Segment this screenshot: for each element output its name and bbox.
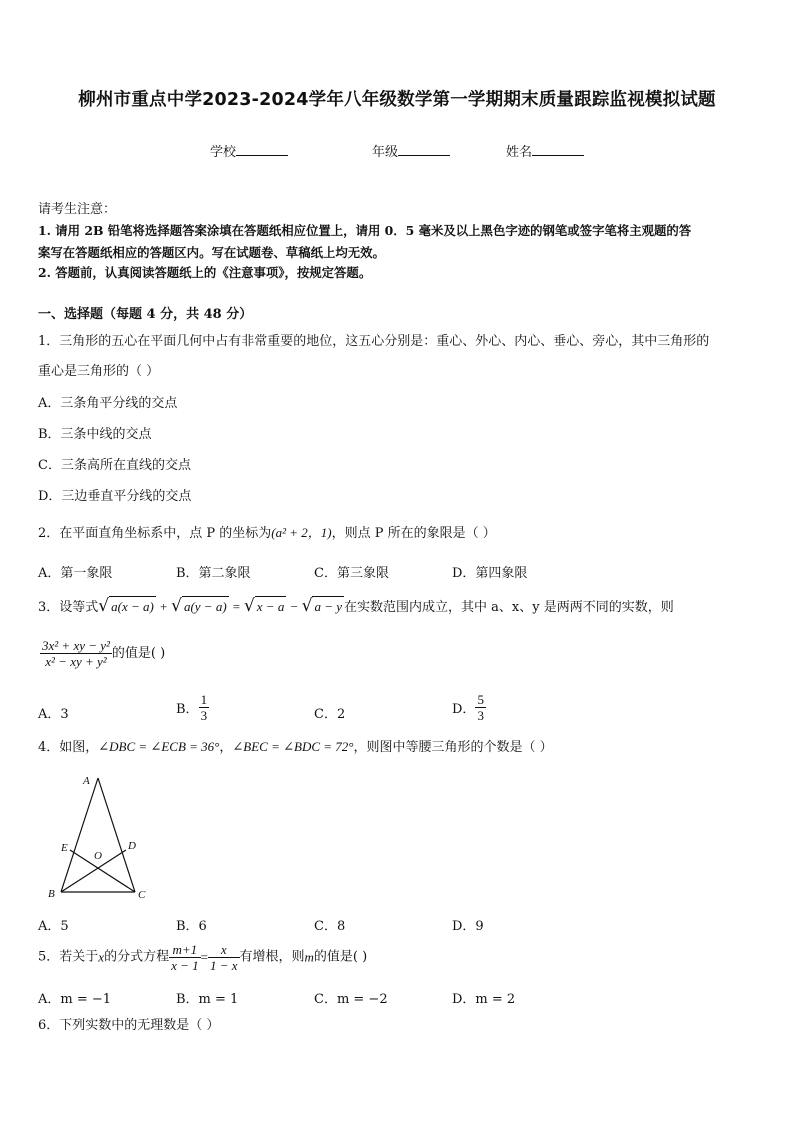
q4-pre: 4．如图， <box>38 740 99 755</box>
name-field <box>506 141 584 160</box>
q6-stem: 6．下列实数中的无理数是（ ） <box>38 1018 220 1033</box>
q4-option-b: B．6 <box>176 919 207 934</box>
side-ab <box>61 778 98 892</box>
q1-option-d: D．三边垂直平分线的交点 <box>38 489 192 504</box>
sqrt-sign-2: √ <box>171 596 182 616</box>
q4-post: ，则图中等腰三角形的个数是（ ） <box>353 740 553 755</box>
q4-stem <box>38 737 553 758</box>
grade-blank <box>398 142 450 156</box>
q4-option-d: D．9 <box>452 919 484 934</box>
q3-option-b-den: 3 <box>200 708 208 723</box>
q4-comma: ， <box>219 740 233 755</box>
q3-expression <box>40 638 165 669</box>
q5-mid: 的分式方程 <box>104 949 170 965</box>
q5-equals: = <box>200 949 208 965</box>
q3-fraction <box>40 638 112 669</box>
q3-radical-4: a − y <box>312 596 344 617</box>
q3-radical-3: x − a <box>255 596 287 617</box>
q2-option-c: C．第三象限 <box>314 566 389 581</box>
q5-f1-den: x − 1 <box>171 958 199 973</box>
q5-pre: 5．若关于 <box>38 949 99 965</box>
q3-frac-denominator: x² − xy + y² <box>45 654 107 669</box>
q3-radical-1: a(x − a) <box>109 596 156 617</box>
q5-option-b: B．m = 1 <box>176 992 239 1007</box>
sqrt-sign-4: √ <box>301 596 313 616</box>
q4-option-c: C．8 <box>314 919 346 934</box>
q3-option-b <box>176 692 209 723</box>
notice-heading: 请考生注意： <box>38 202 117 217</box>
q3-frac-numerator: 3x² + xy − y² <box>42 638 110 653</box>
school-blank <box>236 142 288 156</box>
q3-equals: = <box>228 599 244 614</box>
sqrt-sign-3: √ <box>243 596 255 616</box>
segment-ce <box>70 850 135 892</box>
label-a: A <box>83 775 90 787</box>
q2-pre: 2．在平面直角坐标系中，点 P 的坐标为 <box>38 526 272 541</box>
q3-option-d-frac <box>475 692 486 723</box>
q4-option-a: A．5 <box>38 919 69 934</box>
label-o: O <box>94 850 102 862</box>
q3-option-d-label: D． <box>452 702 476 717</box>
q2-option-a: A．第一象限 <box>38 566 113 581</box>
q5-option-a: A．m = −1 <box>38 992 112 1007</box>
q3-post: 在实数范围内成立，其中 a、x、y 是两两不同的实数，则 <box>344 600 674 615</box>
q3-plus: + <box>155 599 172 614</box>
side-ac <box>98 778 135 892</box>
q2-post: ，则点 P 所在的象限是（ ） <box>331 526 496 541</box>
q5-var-m: m <box>304 949 314 965</box>
q5-fraction-2 <box>208 942 240 973</box>
q3-stem <box>38 596 674 618</box>
q5-post: 有增根，则 <box>239 949 305 965</box>
q3-minus: − <box>286 599 302 614</box>
q3-tail: 的值是( ) <box>111 646 166 661</box>
q1-stem-a: 1．三角形的五心在平面几何中占有非常重要的地位，这五心分别是：重心、外心、内心、垂心、旁心，其中三角形的 <box>38 334 710 349</box>
q5-fraction-1 <box>169 942 201 973</box>
triangle-figure <box>40 770 170 905</box>
label-c: C <box>138 889 146 901</box>
page-title: 柳州市重点中学2023-2024学年八年级数学第一学期期末质量跟踪监视模拟试题 <box>78 90 716 110</box>
notice-item-2: 2. 答题前，认真阅读答题纸上的《注意事项》，按规定答题。 <box>38 265 372 280</box>
q5-option-c: C．m = −2 <box>314 992 388 1007</box>
q5-stem <box>38 942 367 973</box>
q2-option-b: B．第二象限 <box>176 566 251 581</box>
grade-label: 年级 <box>372 145 399 160</box>
q1-stem-b: 重心是三角形的（ ） <box>38 364 160 379</box>
q3-option-a: A．3 <box>38 707 69 722</box>
name-blank <box>532 142 584 156</box>
school-field <box>210 141 288 160</box>
q2-option-d: D．第四象限 <box>452 566 528 581</box>
q1-option-a: A．三条角平分线的交点 <box>38 396 178 411</box>
section-heading: 一、选择题（每题 4 分，共 48 分） <box>38 307 253 322</box>
notice-item-1b: 案写在答题纸相应的答题区内。写在试题卷、草稿纸上均无效。 <box>38 245 385 260</box>
q3-option-d <box>452 692 486 723</box>
label-d: D <box>128 840 136 852</box>
q2-coord: (a² + 2，1) <box>271 525 332 540</box>
q5-f1-num: m+1 <box>169 942 201 958</box>
q3-option-d-den: 3 <box>477 708 484 723</box>
q3-option-b-frac <box>199 692 210 723</box>
q5-f2-num: x <box>208 942 240 958</box>
q3-option-b-num: 1 <box>200 692 208 707</box>
q1-option-b: B．三条中线的交点 <box>38 427 152 442</box>
q3-option-c: C．2 <box>314 707 346 722</box>
q3-radical-2: a(y − a) <box>182 596 229 617</box>
q3-pre: 3．设等式 <box>38 600 99 615</box>
q2-stem <box>38 523 496 544</box>
notice-item-1a: 1. 请用 2B 铅笔将选择题答案涂填在答题纸相应位置上，请用 0．5 毫米及以上黑色字迹的钢笔或签字笔将主观题的答 <box>38 223 692 238</box>
q5-option-d: D．m = 2 <box>452 992 516 1007</box>
grade-field <box>372 141 450 160</box>
sqrt-sign-1: √ <box>98 596 110 616</box>
q1-option-c: C．三条高所在直线的交点 <box>38 458 191 473</box>
label-e: E <box>61 842 68 854</box>
q4-eq2: ∠BEC = ∠BDC = 72° <box>232 739 354 754</box>
school-label: 学校 <box>210 145 237 160</box>
q5-f2-den: 1 − x <box>209 958 238 973</box>
name-label: 姓名 <box>506 145 533 160</box>
q3-option-d-num: 5 <box>477 692 484 707</box>
q5-var-x: x <box>98 949 105 965</box>
q5-tail: 的值是( ) <box>313 949 368 965</box>
q3-option-b-label: B． <box>176 702 199 717</box>
q4-eq1: ∠DBC = ∠ECB = 36° <box>98 739 220 754</box>
label-b: B <box>48 888 55 900</box>
